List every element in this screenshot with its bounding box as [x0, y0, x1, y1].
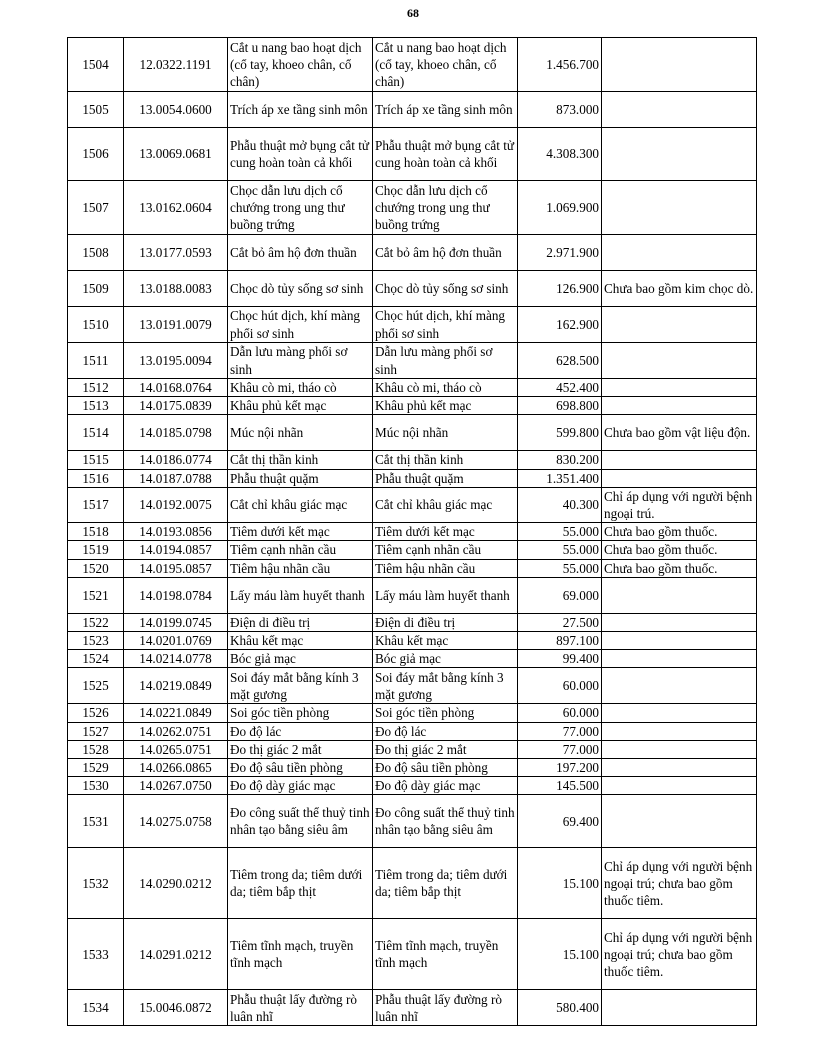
table-row: [68, 397, 757, 415]
cell-service-name: Chọc dò tủy sống sơ sinh: [228, 271, 373, 307]
cell-service-name-approved: Soi góc tiền phòng: [373, 704, 518, 722]
cell-service-name-approved: Đo độ sâu tiền phòng: [373, 759, 518, 777]
cell-code: 14.0262.0751: [124, 722, 228, 740]
cell-price: 197.200: [518, 759, 602, 777]
cell-price: 897.100: [518, 632, 602, 650]
cell-service-name: Cắt u nang bao hoạt dịch (cổ tay, khoeo chân, cổ chân): [228, 38, 373, 92]
cell-note: [602, 704, 757, 722]
cell-service-name: Điện di điều trị: [228, 613, 373, 631]
table-row: [68, 307, 757, 343]
table-row: [68, 451, 757, 469]
cell-service-name: Chọc dẫn lưu dịch cổ chướng trong ung thư buồng trứng: [228, 181, 373, 235]
cell-stt: 1534: [68, 990, 124, 1026]
cell-note: Chỉ áp dụng với người bệnh ngoại trú.: [602, 487, 757, 522]
cell-price: 628.500: [518, 343, 602, 379]
cell-service-name: Khâu cò mi, tháo cò: [228, 379, 373, 397]
cell-service-name: Soi đáy mắt bằng kính 3 mặt gương: [228, 668, 373, 704]
cell-note: Chỉ áp dụng với người bệnh ngoại trú; chưa bao gồm thuốc tiêm.: [602, 919, 757, 990]
cell-price: 126.900: [518, 271, 602, 307]
cell-note: [602, 38, 757, 92]
cell-code: 14.0193.0856: [124, 523, 228, 541]
cell-service-name-approved: Lấy máu làm huyết thanh: [373, 577, 518, 613]
cell-stt: 1518: [68, 523, 124, 541]
table-row: [68, 848, 757, 919]
table-row: [68, 487, 757, 522]
cell-service-name-approved: Tiêm trong da; tiêm dưới da; tiêm bắp thịt: [373, 848, 518, 919]
cell-note: Chỉ áp dụng với người bệnh ngoại trú; chưa bao gồm thuốc tiêm.: [602, 848, 757, 919]
cell-service-name-approved: Chọc hút dịch, khí màng phổi sơ sinh: [373, 307, 518, 343]
cell-code: 14.0221.0849: [124, 704, 228, 722]
cell-service-name: Chọc hút dịch, khí màng phổi sơ sinh: [228, 307, 373, 343]
table-row: [68, 740, 757, 758]
cell-service-name: Đo độ sâu tiền phòng: [228, 759, 373, 777]
cell-service-name-approved: Tiêm hậu nhãn cầu: [373, 559, 518, 577]
cell-code: 13.0177.0593: [124, 235, 228, 271]
cell-code: 14.0291.0212: [124, 919, 228, 990]
cell-code: 13.0069.0681: [124, 128, 228, 181]
cell-price: 599.800: [518, 415, 602, 451]
cell-service-name-approved: Cắt thị thần kinh: [373, 451, 518, 469]
cell-price: 69.400: [518, 795, 602, 848]
cell-stt: 1510: [68, 307, 124, 343]
cell-price: 55.000: [518, 559, 602, 577]
cell-service-name-approved: Tiêm tĩnh mạch, truyền tĩnh mạch: [373, 919, 518, 990]
cell-price: 1.069.900: [518, 181, 602, 235]
cell-service-name: Cắt thị thần kinh: [228, 451, 373, 469]
cell-note: [602, 613, 757, 631]
cell-code: 13.0054.0600: [124, 92, 228, 128]
cell-stt: 1513: [68, 397, 124, 415]
cell-service-name-approved: Cắt bỏ âm hộ đơn thuần: [373, 235, 518, 271]
cell-stt: 1521: [68, 577, 124, 613]
cell-service-name: Khâu phủ kết mạc: [228, 397, 373, 415]
cell-service-name-approved: Múc nội nhãn: [373, 415, 518, 451]
table-row: [68, 577, 757, 613]
cell-price: 55.000: [518, 541, 602, 559]
cell-stt: 1507: [68, 181, 124, 235]
table-row: [68, 632, 757, 650]
cell-note: [602, 650, 757, 668]
cell-stt: 1523: [68, 632, 124, 650]
cell-service-name: Tiêm trong da; tiêm dưới da; tiêm bắp thịt: [228, 848, 373, 919]
cell-service-name-approved: Điện di điều trị: [373, 613, 518, 631]
cell-service-name: Đo độ dày giác mạc: [228, 777, 373, 795]
cell-note: [602, 777, 757, 795]
table-body: [68, 38, 757, 1026]
cell-service-name: Trích áp xe tầng sinh môn: [228, 92, 373, 128]
cell-service-name: Bóc giả mạc: [228, 650, 373, 668]
table-row: [68, 523, 757, 541]
cell-service-name-approved: Khâu phủ kết mạc: [373, 397, 518, 415]
cell-service-name-approved: Đo độ dày giác mạc: [373, 777, 518, 795]
cell-price: 99.400: [518, 650, 602, 668]
table-row: [68, 559, 757, 577]
cell-code: 14.0290.0212: [124, 848, 228, 919]
cell-stt: 1511: [68, 343, 124, 379]
table-row: [68, 990, 757, 1026]
cell-price: 4.308.300: [518, 128, 602, 181]
cell-note: Chưa bao gồm thuốc.: [602, 523, 757, 541]
cell-code: 13.0188.0083: [124, 271, 228, 307]
table-row: [68, 722, 757, 740]
table-row: [68, 795, 757, 848]
table-row: [68, 92, 757, 128]
cell-note: [602, 397, 757, 415]
cell-note: [602, 668, 757, 704]
cell-service-name-approved: Đo công suất thể thuỷ tinh nhân tạo bằng siêu âm: [373, 795, 518, 848]
cell-service-name-approved: Cắt chỉ khâu giác mạc: [373, 487, 518, 522]
table-row: [68, 343, 757, 379]
page-number: 68: [407, 6, 419, 20]
cell-price: 452.400: [518, 379, 602, 397]
table-row: [68, 128, 757, 181]
cell-note: [602, 343, 757, 379]
cell-code: 13.0195.0094: [124, 343, 228, 379]
cell-code: 14.0275.0758: [124, 795, 228, 848]
cell-stt: 1516: [68, 469, 124, 487]
cell-price: 60.000: [518, 668, 602, 704]
cell-code: 14.0175.0839: [124, 397, 228, 415]
cell-code: 14.0219.0849: [124, 668, 228, 704]
cell-note: [602, 181, 757, 235]
cell-stt: 1519: [68, 541, 124, 559]
cell-price: 77.000: [518, 740, 602, 758]
cell-note: [602, 759, 757, 777]
cell-code: 12.0322.1191: [124, 38, 228, 92]
cell-note: Chưa bao gồm kim chọc dò.: [602, 271, 757, 307]
cell-code: 13.0162.0604: [124, 181, 228, 235]
cell-stt: 1528: [68, 740, 124, 758]
cell-service-name: Phẫu thuật lấy đường rò luân nhĩ: [228, 990, 373, 1026]
cell-service-name-approved: Tiêm dưới kết mạc: [373, 523, 518, 541]
cell-service-name: Tiêm dưới kết mạc: [228, 523, 373, 541]
cell-service-name-approved: Dẫn lưu màng phổi sơ sinh: [373, 343, 518, 379]
cell-stt: 1515: [68, 451, 124, 469]
cell-code: 14.0168.0764: [124, 379, 228, 397]
cell-note: [602, 451, 757, 469]
cell-service-name: Đo độ lác: [228, 722, 373, 740]
cell-note: Chưa bao gồm thuốc.: [602, 541, 757, 559]
cell-price: 873.000: [518, 92, 602, 128]
cell-stt: 1520: [68, 559, 124, 577]
cell-service-name: Phẫu thuật mở bụng cắt tử cung hoàn toàn cả khối: [228, 128, 373, 181]
cell-code: 14.0185.0798: [124, 415, 228, 451]
cell-service-name: Đo công suất thể thuỷ tinh nhân tạo bằng siêu âm: [228, 795, 373, 848]
cell-service-name-approved: Phẫu thuật mở bụng cắt tử cung hoàn toàn cả khối: [373, 128, 518, 181]
cell-service-name: Múc nội nhãn: [228, 415, 373, 451]
cell-price: 145.500: [518, 777, 602, 795]
cell-price: 2.971.900: [518, 235, 602, 271]
cell-code: 14.0186.0774: [124, 451, 228, 469]
cell-price: 162.900: [518, 307, 602, 343]
cell-note: [602, 632, 757, 650]
cell-service-name-approved: Cắt u nang bao hoạt dịch (cổ tay, khoeo chân, cổ chân): [373, 38, 518, 92]
cell-price: 77.000: [518, 722, 602, 740]
table-row: [68, 668, 757, 704]
cell-service-name: Phẫu thuật quặm: [228, 469, 373, 487]
cell-stt: 1526: [68, 704, 124, 722]
cell-service-name: Lấy máu làm huyết thanh: [228, 577, 373, 613]
cell-service-name-approved: Khâu kết mạc: [373, 632, 518, 650]
cell-stt: 1517: [68, 487, 124, 522]
cell-service-name-approved: Trích áp xe tầng sinh môn: [373, 92, 518, 128]
cell-code: 15.0046.0872: [124, 990, 228, 1026]
cell-price: 1.456.700: [518, 38, 602, 92]
cell-note: [602, 740, 757, 758]
cell-price: 27.500: [518, 613, 602, 631]
table-row: [68, 919, 757, 990]
cell-service-name: Khâu kết mạc: [228, 632, 373, 650]
cell-stt: 1529: [68, 759, 124, 777]
cell-service-name: Cắt chỉ khâu giác mạc: [228, 487, 373, 522]
cell-code: 14.0195.0857: [124, 559, 228, 577]
cell-note: [602, 379, 757, 397]
table-row: [68, 704, 757, 722]
cell-stt: 1505: [68, 92, 124, 128]
cell-code: 13.0191.0079: [124, 307, 228, 343]
table-row: [68, 541, 757, 559]
cell-price: 69.000: [518, 577, 602, 613]
cell-service-name: Cắt bỏ âm hộ đơn thuần: [228, 235, 373, 271]
cell-price: 580.400: [518, 990, 602, 1026]
cell-note: Chưa bao gồm thuốc.: [602, 559, 757, 577]
table-row: [68, 271, 757, 307]
cell-price: 15.100: [518, 919, 602, 990]
table-row: [68, 759, 757, 777]
cell-price: 830.200: [518, 451, 602, 469]
table-row: [68, 613, 757, 631]
cell-service-name-approved: Đo thị giác 2 mắt: [373, 740, 518, 758]
cell-service-name-approved: Chọc dò tủy sống sơ sinh: [373, 271, 518, 307]
cell-service-name: Soi góc tiền phòng: [228, 704, 373, 722]
cell-stt: 1508: [68, 235, 124, 271]
cell-service-name-approved: Soi đáy mắt bằng kính 3 mặt gương: [373, 668, 518, 704]
cell-stt: 1522: [68, 613, 124, 631]
cell-note: [602, 92, 757, 128]
cell-price: 698.800: [518, 397, 602, 415]
cell-service-name-approved: Chọc dẫn lưu dịch cổ chướng trong ung thư buồng trứng: [373, 181, 518, 235]
cell-service-name-approved: Phẫu thuật lấy đường rò luân nhĩ: [373, 990, 518, 1026]
cell-stt: 1533: [68, 919, 124, 990]
cell-stt: 1514: [68, 415, 124, 451]
cell-note: [602, 469, 757, 487]
table-row: [68, 415, 757, 451]
cell-stt: 1527: [68, 722, 124, 740]
cell-service-name-approved: Bóc giả mạc: [373, 650, 518, 668]
cell-code: 14.0265.0751: [124, 740, 228, 758]
cell-code: 14.0266.0865: [124, 759, 228, 777]
cell-price: 60.000: [518, 704, 602, 722]
cell-price: 1.351.400: [518, 469, 602, 487]
cell-note: [602, 128, 757, 181]
cell-stt: 1524: [68, 650, 124, 668]
table-row: [68, 650, 757, 668]
cell-service-name: Dẫn lưu màng phổi sơ sinh: [228, 343, 373, 379]
cell-code: 14.0198.0784: [124, 577, 228, 613]
cell-service-name-approved: Phẫu thuật quặm: [373, 469, 518, 487]
table-row: [68, 777, 757, 795]
table-row: [68, 379, 757, 397]
cell-stt: 1504: [68, 38, 124, 92]
cell-service-name: Tiêm tĩnh mạch, truyền tĩnh mạch: [228, 919, 373, 990]
cell-code: 14.0267.0750: [124, 777, 228, 795]
cell-stt: 1506: [68, 128, 124, 181]
cell-service-name: Tiêm cạnh nhãn cầu: [228, 541, 373, 559]
cell-service-name-approved: Đo độ lác: [373, 722, 518, 740]
cell-note: Chưa bao gồm vật liệu độn.: [602, 415, 757, 451]
cell-price: 15.100: [518, 848, 602, 919]
cell-note: [602, 235, 757, 271]
cell-service-name: Tiêm hậu nhãn cầu: [228, 559, 373, 577]
cell-service-name-approved: Tiêm cạnh nhãn cầu: [373, 541, 518, 559]
cell-note: [602, 795, 757, 848]
table-row: [68, 181, 757, 235]
cell-stt: 1512: [68, 379, 124, 397]
cell-code: 14.0201.0769: [124, 632, 228, 650]
cell-price: 40.300: [518, 487, 602, 522]
cell-code: 14.0194.0857: [124, 541, 228, 559]
cell-code: 14.0192.0075: [124, 487, 228, 522]
cell-service-name: Đo thị giác 2 mắt: [228, 740, 373, 758]
table-row: [68, 235, 757, 271]
price-table: [67, 37, 757, 1026]
cell-code: 14.0214.0778: [124, 650, 228, 668]
cell-code: 14.0199.0745: [124, 613, 228, 631]
cell-note: [602, 722, 757, 740]
table-row: [68, 469, 757, 487]
cell-stt: 1531: [68, 795, 124, 848]
cell-price: 55.000: [518, 523, 602, 541]
cell-stt: 1509: [68, 271, 124, 307]
cell-stt: 1532: [68, 848, 124, 919]
cell-note: [602, 990, 757, 1026]
cell-note: [602, 577, 757, 613]
cell-code: 14.0187.0788: [124, 469, 228, 487]
cell-note: [602, 307, 757, 343]
table-row: [68, 38, 757, 92]
cell-stt: 1525: [68, 668, 124, 704]
cell-service-name-approved: Khâu cò mi, tháo cò: [373, 379, 518, 397]
cell-stt: 1530: [68, 777, 124, 795]
